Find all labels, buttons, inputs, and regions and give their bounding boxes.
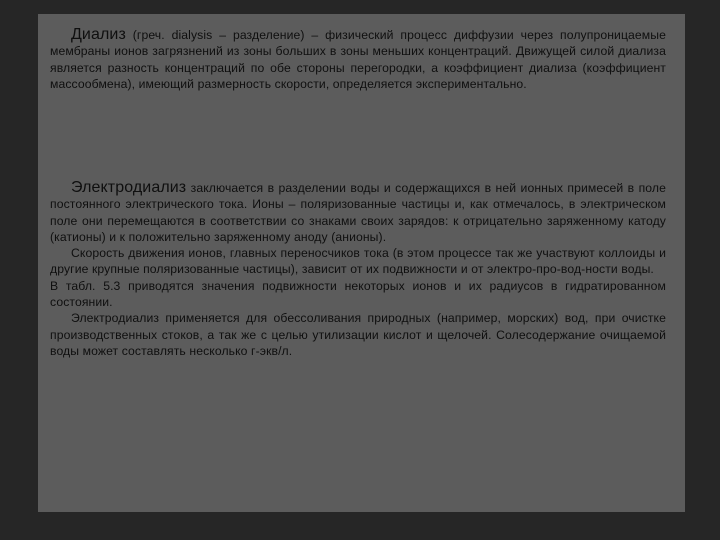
electrodialysis-text: заключается в разделении воды и содержащихся в ней ионных примесей в поле постоянного электрического тока. Ионы – поляризованные частицы и, как отмечалось, в электрическом поле они перемещаются в соответствии со знаками своих зарядов: к отрицательно заряженному катоду (катионы) и к положительно заряженному аноду (анионы). bbox=[50, 181, 666, 244]
electrodialysis-paragraph-1 bbox=[50, 180, 666, 245]
dialysis-text: (греч. dialysis – разделение) – физический процесс диффузии через полупроницаемые мембраны ионов загрязнений из зоны больших в зоны меньших концентраций. Движущей силой диализа является разность концентраций по обе стороны перегородки, а коэффициент диализа (коэффициент массообмена), имеющий размерность скорости, определяется экспериментально. bbox=[50, 28, 666, 91]
electrodialysis-paragraph-2: Скорость движения ионов, главных переносчиков тока (в этом процессе так же участвуют коллоиды и другие крупные поляризованные частицы), зависит от их подвижности и от электро-про-вод-ности воды. bbox=[50, 246, 666, 277]
electrodialysis-term: Электродиализ bbox=[71, 179, 187, 196]
electrodialysis-paragraph-3: В табл. 5.3 приводятся значения подвижности некоторых ионов и их радиусов в гидратированном состоянии. bbox=[50, 278, 666, 310]
dialysis-paragraph bbox=[50, 27, 666, 92]
dialysis-block bbox=[50, 27, 666, 92]
electrodialysis-block bbox=[50, 180, 666, 359]
dialysis-term: Диализ bbox=[71, 26, 126, 43]
electrodialysis-paragraph-4: Электродиализ применяется для обессоливания природных (например, морских) вод, при очистке производственных стоков, а так же с целью утилизации кислот и щелочей. Солесодержание очищаемой воды может составлять несколько г-экв/л. bbox=[50, 311, 666, 358]
